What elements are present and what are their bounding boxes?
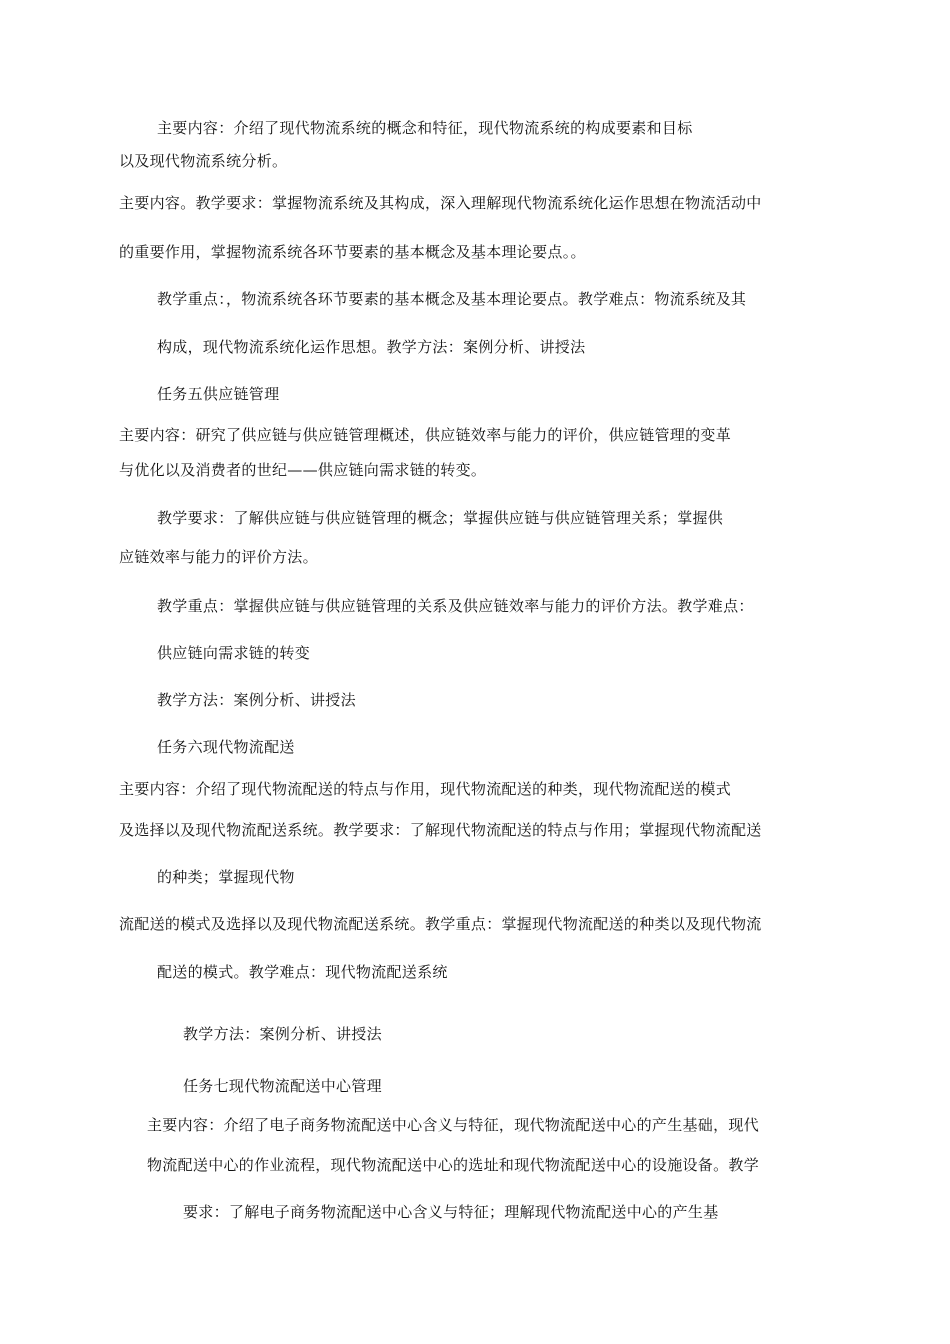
text-line: 配送的模式。教学难点：现代物流配送系统 [157, 963, 448, 981]
text-line: 教学方法：案例分析、讲授法 [157, 691, 356, 709]
text-line: 教学重点：掌握供应链与供应链管理的关系及供应链效率与能力的评价方法。教学难点： [157, 597, 754, 615]
section-heading: 任务七现代物流配送中心管理 [183, 1077, 382, 1095]
text-line: 主要内容：介绍了电子商务物流配送中心含义与特征，现代物流配送中心的产生基础，现代 [147, 1116, 760, 1134]
section-heading: 任务六现代物流配送 [157, 738, 295, 756]
text-line: 主要内容：介绍了现代物流系统的概念和特征，现代物流系统的构成要素和目标 [157, 119, 693, 137]
text-line: 教学要求：了解供应链与供应链管理的概念；掌握供应链与供应链管理关系；掌握供 [157, 509, 724, 527]
text-line: 的种类；掌握现代物 [157, 868, 295, 886]
text-line: 与优化以及消费者的世纪——供应链向需求链的转变。 [119, 461, 487, 479]
text-line: 教学重点：，物流系统各环节要素的基本概念及基本理论要点。教学难点：物流系统及其 [157, 290, 747, 308]
text-line: 供应链向需求链的转变 [157, 644, 311, 662]
text-line: 主要内容：研究了供应链与供应链管理概述，供应链效率与能力的评价，供应链管理的变革 [119, 426, 732, 444]
text-line: 构成，现代物流系统化运作思想。教学方法：案例分析、讲授法 [157, 338, 586, 356]
text-line: 教学方法：案例分析、讲授法 [183, 1025, 382, 1043]
text-line: 物流配送中心的作业流程，现代物流配送中心的选址和现代物流配送中心的设施设备。教学 [147, 1156, 760, 1174]
section-heading: 任务五供应链管理 [157, 385, 280, 403]
text-line: 流配送的模式及选择以及现代物流配送系统。教学重点：掌握现代物流配送的种类以及现代物流 [119, 915, 762, 933]
text-line: 及选择以及现代物流配送系统。教学要求：了解现代物流配送的特点与作用；掌握现代物流配送 [119, 821, 762, 839]
text-line: 要求：了解电子商务物流配送中心含义与特征；理解现代物流配送中心的产生基 [183, 1203, 719, 1221]
text-line: 主要内容：介绍了现代物流配送的特点与作用，现代物流配送的种类，现代物流配送的模式 [119, 780, 732, 798]
text-line: 主要内容。教学要求：掌握物流系统及其构成，深入理解现代物流系统化运作思想在物流活动中 [119, 194, 762, 212]
text-line: 的重要作用，掌握物流系统各环节要素的基本概念及基本理论要点。。 [119, 243, 586, 261]
text-line: 以及现代物流系统分析。 [119, 152, 288, 170]
text-line: 应链效率与能力的评价方法。 [119, 548, 318, 566]
